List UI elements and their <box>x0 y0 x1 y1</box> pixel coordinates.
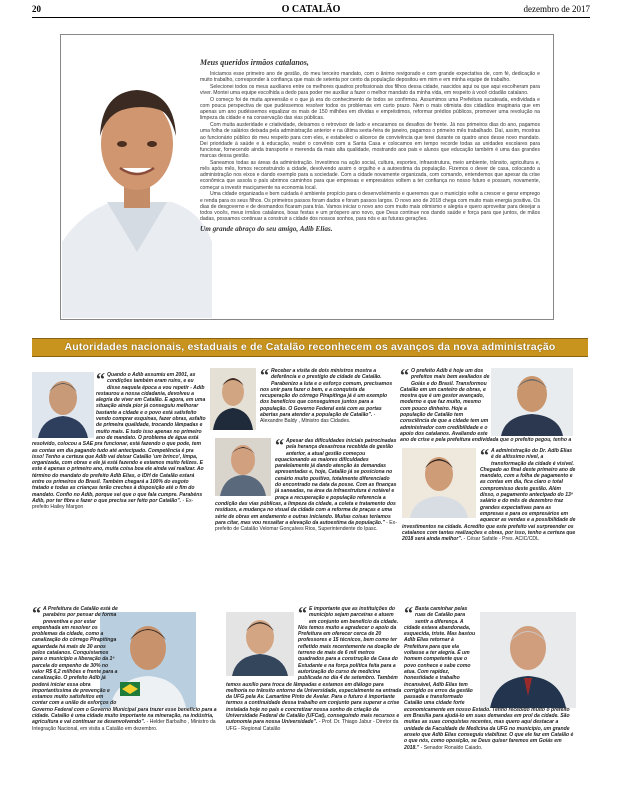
quote-hailey-margon <box>32 372 206 598</box>
letter-greeting: Meus queridos irmãos catalanos, <box>200 58 309 67</box>
headline-text: Autoridades nacionais, estaduais e de Catalão reconhecem os avanços da nova administração <box>64 341 556 353</box>
quote-attribution: - Senador Ronaldo Caiado. <box>419 744 483 751</box>
quote-text: É importante que as instituições do município sejam parceiras e atuem em conjunto em benefício da cidade. Nós temos muito a agradecer o apoio da Prefeitura em oferecer cerca de 20 professores e 15 técnicos, bem como ter refletido mais recentemente na doação de terreno de mais de 6 mil metros quadrados para a construção da Casa do Estudante e na força política feita para a autorização do curso de medicina publicada no dia 4 de setembro. Também temos auxílio para troca de lâmpadas e estamos em diálogo para melhoria no trânsito entorno da Universidade, especialmente na entrada da UFG pela Av. Lamartine Pinto de Avelar. Para o futuro é importante termos a continuidade dessa trabalho em conjunto para superar a crise instalada hoje no país e concretizar nossa sonho de criação da Universidade Federal de Catalão (UFCat), conseguindo mais recursos e autonomia para nossa Universidade". <box>226 606 402 726</box>
quote-open-icon: “ <box>260 368 269 385</box>
quote-thiago-jabur <box>226 606 402 792</box>
quote-attribution: - Alexandre Baldy , Ministro das Cidades. <box>260 412 376 425</box>
quote-helder-barbalho <box>32 606 220 792</box>
quote-attribution: - Ex-prefeito Hailey Margon <box>32 497 194 511</box>
letter-paragraph: Uma cidade organizada e bem cuidada é ambiente propício para o desenvolvimento e queremos que o município volte a crescer e gerar emprego e renda para os seus filhos. Os primeiros passos foram dados e foram passos largos. O novo ano de 2018 chega com muito mais energia positiva. Os dias de desgoverno e de desmandos ficaram para trás. Vamos iniciar o novo ano com muito mais otimismo e alegria e quero aproveitar para desejar a todos vocês, meus irmãos catalanos, boas festas e um próspero ano novo, que Deus continue nos dando saúde e força para que juntos, de mãos dadas, possamos continuar a construir a cidade dos nossos sonhos, para nós e as futuras gerações. <box>200 191 540 223</box>
quote-attribution: - Helder Barbalho , Ministro da Integração Nacional, em visita a Catalão em dezembro. <box>32 719 216 732</box>
quote-attribution: - Ex-prefeito de Catalão Velomar Gonçalves Rios, Superintendente do Ipasc. <box>215 519 397 533</box>
quote-text: Apesar das dificuldades iniciais patrocinadas pela herança desastrosa recebida de gestão anterior, a atual gestão começou equacionando as maiores dificuldades paralelamente já dando atenção às demandas apresentadas e, hoje, Catalão já se posiciona no cenário muito positivo, totalmente diferenciado do encontrado na data da posse. Com as finanças já saneadas, na área da infraestrutura é notável e praça a recuperação e população referencia a condição das vias públicas, a limpeza da cidade, a coleta e tratamento dos resíduos, a mudança no visual da cidade com a reforma de praças e uma série de obras em andamento e outras iniciando. Muitas coisas teríamos para citar, mas vou ressaltar a elevação da autoestima da população." <box>215 438 397 526</box>
letter-paragraph: Iniciamos esse primeiro ano de gestão, do meu terceiro mandato, com o ânimo revigorado e com grande expectativa de, com fé, dedicação e muito trabalho, corresponder à confiança que mais de setenta por cento da população depositou em mim e em minha equipe de trabalho. <box>200 71 540 84</box>
quote-open-icon: “ <box>298 606 307 623</box>
edition-date: dezembro de 2017 <box>523 4 590 14</box>
quote-cesar-safatle <box>402 448 576 598</box>
quote-text: Receber a visita de dois ministros mostra a deferência e o prestígio de cidade de Catalão. Parabenizo a luta e o esforço comum, precisamos nos unir para fazer o bem, e a conquista da recuperação do córrego Pirapitinga já é um exemplo dos benefícios que conseguimos juntos para a população. O Governo Federal está com as portas abertas para atender a população de Catalão". <box>260 368 393 419</box>
quote-text: Quando o Adib assumiu em 2001, as condições também eram ruins, e eu disse naquela época a vou repetir - Adib restaurou a nossa cidadania, devolveu a alegria de viver em Catalão. E agora, em uma situação ainda pior já conseguiu melhorar bastante a cidade e o povo está satisfeito vendo comprar esquinas, fazer obras, asfalto de primeira qualidade, trocando lâmpadas e muito mais. E tudo isso apenas no primeiro ano de mandato. O problema de água está resolvido, colocou a SAE pra funcionar, está fazendo o que pode, tem as contas em dia pagando tudo até antecipado. Competência é pra isso! Tenho a certeza que Adib vai deixar Catalão 'um brinco', limpa, organizada, com obras e ele já está fazendo e estamos muito felizes. E este é apenas o primeiro ano, muita coisa boa ele ainda vai realizar. Ao término do mandato do prefeito Adib Elias, o IDH de Catalão estará entre os primeiros do Brasil. Também chegará a 100% do esgoto tratado e todas as crianças terão creches à disposição até o fim do mandato. Confio no Adib, porque sei que o que fala cumpre. Parabéns Adib, por ter fibra e fazer o que precisa ser feito por Catalão". <box>32 372 206 504</box>
letter-text <box>200 58 540 233</box>
quote-attribution: - Prof. Dr. Thiago Jabur - Diretor da UFG - Regional Catalão <box>226 719 399 732</box>
page-number: 20 <box>32 4 41 14</box>
quote-text: A Prefeitura de Catalão está de parabéns por pensar de forma preventiva e por estar empenhada em resolver os problemas da cidade, como a canalização do córrego Pirapitinga aguardada há mais de 30 anos pelos catalanos. Conquistamos para o município a liberação da 1ª parcela do empenho de 30% no valor R$ 6,2 milhões e frente para a canalização. O prefeito Adib já poderá iniciar essa obra importantíssima de prevenção e estamos muito satisfeitos em contar com a união de esforços do Governo Federal com o Governo Municipal para trazer esse benefício para a cidade. Catalão é uma cidade muito importante na mineração, na indústria, agricultura e vai continuar se desenvolvendo". <box>32 606 217 726</box>
quote-text: A administração do Dr. Adib Elias é de altíssimo nível, a transformação da cidade é visível. Chegado ao final deste primeiro ano de mandato, com a folha de pagamento e as contas em dia, fica claro o total compromisso deste gestão. Além disso, o pagamento antecipado do 13º salário e do mês de dezembro traz grandes expectativas para as empresas e para os empresários em aquecer as vendas e a possibilidade de investimentos na cidade. Acredito que este prefeito vai surpreender os catalanos com tantas realizações e obras, por isso, tenho a certeza que 2018 será ainda melhor". <box>402 448 576 543</box>
quote-open-icon: “ <box>400 368 409 385</box>
letter-signature: Um grande abraço do seu amigo, Adib Elias. <box>200 225 333 234</box>
newspaper-title: O CATALÃO <box>281 4 341 15</box>
quote-jose-nelto <box>400 368 576 442</box>
header-rule <box>32 17 590 18</box>
quote-attribution: - César Safatle - Pres. ACIC/CDL <box>462 536 539 543</box>
quote-open-icon: “ <box>275 438 284 455</box>
letter-paragraph: Selecionei todos os meus auxiliares entre os melhores quadros profissionais dos filhos dessa cidade, nascidos aqui ou que aqui escolheram para viver. Montei uma equipe escolhida a dedo para poder me auxiliar a fazer o melhor mandato da minha vida, em respeito à você cidadão catalano. <box>200 83 540 97</box>
quote-open-icon: “ <box>404 606 413 623</box>
quote-open-icon: “ <box>480 448 489 465</box>
quote-text: Basta caminhar pelas ruas de Catalão para sentir a diferença. A cidade estava abandonada, esquecida, triste. Mas bastou Adib Elias retornar à Prefeitura para que ela voltasse a ter alegria. É um homem competente que o povo conhece e sabe como atua. Com rapidez, honestidade e trabalho incansável, Adib Elias tem corrigido os erros da gestão passada e transformado Catalão uma cidade forte economicamente em nosso Estado. Tenho recebido muito o prefeito em Brasília para ajudá-lo em suas demandas em prol da cidade. São muitas as suas conquistas recentes, mas quero aqui destacar a unidade da Faculdade de Medicina da UFG no município, um grande anseio que Adib Elias conseguiu viabilizar. O que ele faz em Catalão é o que nós, como oposição, se Deus quiser faremos em Goiás em 2018." <box>404 606 574 751</box>
letter-paragraph: Com muita austeridade e criatividade, deixamos o retrovisor de lado e encaramos os desafios de frente. Já nos primeiros dias do ano, pagamos uma folha de salários deixada pela administração anterior e na última sexta-feira de janeiro, pagamos o primeiro mês trabalhado. Daí, assim, mostras ao funcionário público do meu respeito para com eles, e estabeleci o alicerce de convivência que terei durante os quatro anos desse novo mandato. Dei prioridade à saúde e à educação, reabri o convênio com a Santa Casa e colocamos em tempo recorde todas as unidades escolares para funcionar, fornecendo ainda transporte e merenda da mais alta qualidade, mostrando aos pais e alunos que educação também é uma das grandes marcas dessa gestão. <box>200 122 540 160</box>
quote-ronaldo-caiado <box>404 606 576 792</box>
quote-alexandre-baldy <box>210 368 395 434</box>
quote-velomar-rios <box>215 438 397 598</box>
mayor-portrait <box>62 52 212 318</box>
quote-open-icon: “ <box>32 606 41 623</box>
letter-paragraph: Saneamos todas as áreas da administração. Investimos na ação social, cultura, esportes, infraestrutura, meio ambiente, trânsito, agricultura e, mês após mês, fomos reconstruindo a cidade, devolvendo assim o orgulho e a autoestima da população. Fizemos o dever de casa, colocando a administração nos eixos e dando exemplo para a sociedade. Com a cidade novamente organizada, com comando, entendemos que apesar da crise econômica que assola o país abrimos caminhos para que empresas e empresários voltem a ter confiança no nosso futuro e possam, novamente, começar a investir maciçamente na economia local. <box>200 159 540 191</box>
letter-paragraph: O começo foi de muita apreensão e o que já era do conhecimento de todos se confirmou. Assumimos uma Prefeitura sucateada, endividada e com pouca perspectiva de que pudéssemos resolver todos os problemas em curto prazo. Nem o mais otimista dos cidadãos imaginaria que em apenas um ano pudéssemos equalizar os mais de 150 milhões em dívidas e empréstimos, reformar prédios públicos, promover uma revolução na limpeza da cidade e na conservação das vias públicas. <box>200 96 540 122</box>
page-header <box>32 4 590 18</box>
quote-open-icon: “ <box>96 372 105 389</box>
quote-text: O prefeito Adib é hoje um dos prefeitos mais bem avaliados de Goiás e do Brasil. Transformou Catalão em um canteiro de obras, e mostra que é um gestor avançado, moderno e que faz muito, mesmo com pouco dinheiro. Hoje a população de Catalão tem consciência de que a cidade tem um administrador com credibilidade e o apoio dos catalanos. Avaliando este ano de crise e pela prefeitura endividada que o prefeito pegou, tenho a <box>400 368 572 442</box>
headline-banner <box>32 338 588 357</box>
